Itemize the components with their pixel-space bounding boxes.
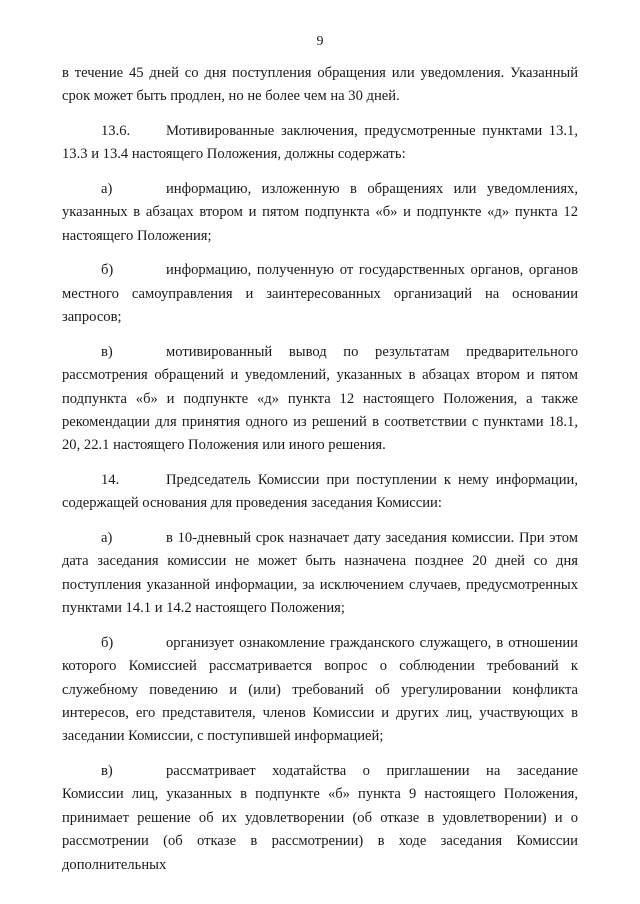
paragraph-number: б) bbox=[101, 262, 114, 279]
paragraph bbox=[62, 527, 578, 621]
paragraph-number: 13.6. bbox=[101, 123, 131, 139]
paragraph-number: а) bbox=[101, 181, 113, 197]
page-number: 9 bbox=[316, 34, 324, 49]
paragraph-number: а) bbox=[101, 530, 113, 547]
paragraph bbox=[62, 469, 578, 516]
paragraph-text: Мотивированные заключения, предусмотренные пунктами 13.1, 13.3 и 13.4 настоящего Положения, должны содержать: bbox=[62, 123, 578, 163]
paragraph bbox=[62, 259, 578, 329]
paragraph-text: рассматривает ходатайства о приглашении на заседание Комиссии лиц, указанных в подпункте «б» пункта 9 настоящего Положения, принимает решение об их удовлетворении (об отказе в удовлетворении) и о рассмотрении (об отказе в рассмотрении) в ходе заседания Комиссии дополнительных bbox=[62, 763, 578, 873]
paragraph-text: организует ознакомление гражданского служащего, в отношении которого Комиссией рассматривается вопрос о соблюдении требований к служебному поведению и (или) требований об урегулировании конфликта интересов, его представителя, членов Комиссии и других лиц, участвующих в заседании Комиссии, с поступившей информацией; bbox=[62, 634, 578, 745]
paragraph-text: Председатель Комиссии при поступлении к нему информации, содержащей основания для проведения заседания Комиссии: bbox=[62, 472, 578, 512]
paragraph-number: 14. bbox=[101, 472, 120, 489]
paragraph bbox=[62, 120, 578, 167]
paragraph bbox=[62, 341, 578, 458]
paragraph bbox=[62, 62, 578, 109]
paragraph bbox=[62, 178, 578, 248]
paragraph bbox=[62, 632, 578, 749]
paragraph-text: в течение 45 дней со дня поступления обращения или уведомления. Указанный срок может быть продлен, но не более чем на 30 дней. bbox=[62, 65, 578, 105]
paragraph-number: б) bbox=[101, 634, 114, 651]
paragraph-number: в) bbox=[101, 763, 113, 780]
paragraph bbox=[62, 760, 578, 877]
paragraph-text: мотивированный вывод по результатам предварительного рассмотрения обращений и уведомлений, указанных в абзацах втором и пятом подпункта «б» и подпункте «д» пункта 12 настоящего Положения, а также рекомендации для принятия одного из решений в соответствии с пунктами 18.1, 20, 22.1 настоящего Положения или иного решения. bbox=[62, 343, 578, 454]
document-body bbox=[62, 62, 578, 877]
paragraph-text: в 10-дневный срок назначает дату заседания комиссии. При этом дата заседания комиссии не может быть назначена позднее 20 дней со дня поступления указанной информации, за исключением случаев, предусмотренных пунктами 14.1 и 14.2 настоящего Положения; bbox=[62, 530, 578, 617]
paragraph-text: информацию, изложенную в обращениях или уведомлениях, указанных в абзацах втором и пятом подпункта «б» и подпункте «д» пункта 12 настоящего Положения; bbox=[62, 181, 578, 244]
paragraph-text: информацию, полученную от государственных органов, органов местного самоуправления и заинтересованных организаций на основании запросов; bbox=[62, 262, 578, 326]
paragraph-number: в) bbox=[101, 343, 113, 360]
